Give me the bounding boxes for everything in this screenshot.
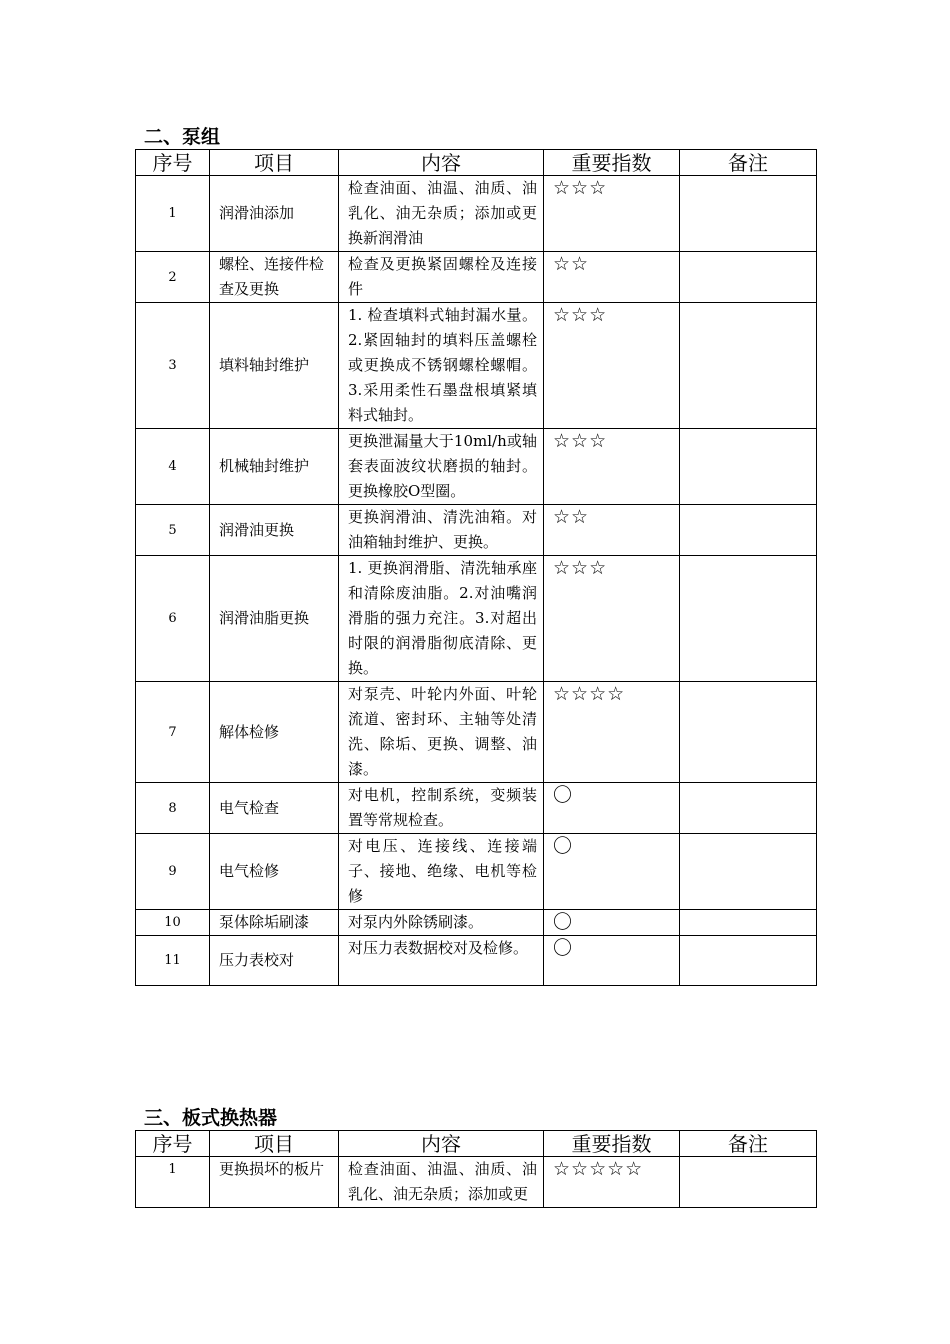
table-row (136, 936, 817, 986)
row-note (680, 834, 817, 910)
section-3-title: 三、板式换热器 (144, 1107, 278, 1129)
row-importance: ☆☆☆☆☆ (544, 1157, 680, 1208)
row-item: 更换损坏的板片 (210, 1157, 339, 1208)
table-row (136, 682, 817, 783)
row-note (680, 505, 817, 556)
header-importance: 重要指数 (544, 1131, 680, 1157)
row-content: 对泵壳、叶轮内外面、叶轮流道、密封环、主轴等处清洗、除垢、更换、调整、油漆。 (339, 682, 544, 783)
header-item: 项目 (210, 150, 339, 176)
header-num: 序号 (136, 150, 210, 176)
row-importance: ☆☆☆ (544, 556, 680, 682)
row-importance: 〇 (544, 910, 680, 936)
row-num: 2 (136, 252, 210, 303)
row-content: 对电压、连接线、连接端子、接地、绝缘、电机等检修 (339, 834, 544, 910)
row-note (680, 682, 817, 783)
row-content: 检查油面、油温、油质、油乳化、油无杂质；添加或更 (339, 1157, 544, 1208)
row-content: 对压力表数据校对及检修。 (339, 936, 544, 986)
row-item: 机械轴封维护 (210, 429, 339, 505)
row-note (680, 303, 817, 429)
row-item: 泵体除垢刷漆 (210, 910, 339, 936)
header-item: 项目 (210, 1131, 339, 1157)
row-content: 1. 检查填料式轴封漏水量。2.紧固轴封的填料压盖螺栓或更换成不锈钢螺栓螺帽。3.采用柔性石墨盘根填紧填料式轴封。 (339, 303, 544, 429)
row-item: 润滑油脂更换 (210, 556, 339, 682)
table-header-row (136, 150, 817, 176)
row-num: 10 (136, 910, 210, 936)
row-num: 1 (136, 176, 210, 252)
row-content: 检查及更换紧固螺栓及连接件 (339, 252, 544, 303)
row-num: 3 (136, 303, 210, 429)
row-content: 1. 更换润滑脂、清洗轴承座和清除废油脂。2.对油嘴润滑脂的强力充注。3.对超出时限的润滑脂彻底清除、更换。 (339, 556, 544, 682)
row-num: 5 (136, 505, 210, 556)
row-note (680, 556, 817, 682)
row-content: 对泵内外除锈刷漆。 (339, 910, 544, 936)
header-content: 内容 (339, 150, 544, 176)
row-content: 更换润滑油、清洗油箱。对油箱轴封维护、更换。 (339, 505, 544, 556)
row-importance: 〇 (544, 936, 680, 986)
row-note (680, 252, 817, 303)
row-num: 8 (136, 783, 210, 834)
row-item: 润滑油更换 (210, 505, 339, 556)
header-note: 备注 (680, 150, 817, 176)
row-importance: 〇 (544, 834, 680, 910)
table-row (136, 1157, 817, 1208)
table-row (136, 556, 817, 682)
row-note (680, 910, 817, 936)
row-importance: ☆☆☆☆ (544, 682, 680, 783)
row-num: 1 (136, 1157, 210, 1208)
row-num: 7 (136, 682, 210, 783)
row-importance: ☆☆☆ (544, 429, 680, 505)
row-importance: ☆☆☆ (544, 303, 680, 429)
row-note (680, 429, 817, 505)
row-num: 4 (136, 429, 210, 505)
section-2-title: 二、泵组 (144, 126, 221, 148)
plate-heat-exchanger-table (135, 1130, 817, 1208)
row-num: 11 (136, 936, 210, 986)
row-importance: 〇 (544, 783, 680, 834)
row-note (680, 176, 817, 252)
row-num: 9 (136, 834, 210, 910)
table-row (136, 252, 817, 303)
table-row (136, 303, 817, 429)
row-item: 填料轴封维护 (210, 303, 339, 429)
table-row (136, 783, 817, 834)
row-note (680, 783, 817, 834)
row-item: 螺栓、连接件检查及更换 (210, 252, 339, 303)
row-item: 压力表校对 (210, 936, 339, 986)
row-item: 电气检查 (210, 783, 339, 834)
header-note: 备注 (680, 1131, 817, 1157)
header-num: 序号 (136, 1131, 210, 1157)
table-row (136, 834, 817, 910)
row-content: 更换泄漏量大于10ml/h或轴套表面波纹状磨损的轴封。更换橡胶O型圈。 (339, 429, 544, 505)
table-row (136, 505, 817, 556)
row-item: 润滑油添加 (210, 176, 339, 252)
row-num: 6 (136, 556, 210, 682)
table-row (136, 910, 817, 936)
header-importance: 重要指数 (544, 150, 680, 176)
row-item: 电气检修 (210, 834, 339, 910)
table-row (136, 176, 817, 252)
row-importance: ☆☆☆ (544, 176, 680, 252)
table-row (136, 429, 817, 505)
pump-maintenance-table (135, 149, 817, 986)
row-note (680, 1157, 817, 1208)
table-header-row (136, 1131, 817, 1157)
row-importance: ☆☆ (544, 505, 680, 556)
row-content: 对电机，控制系统，变频装置等常规检查。 (339, 783, 544, 834)
row-importance: ☆☆ (544, 252, 680, 303)
header-content: 内容 (339, 1131, 544, 1157)
row-note (680, 936, 817, 986)
row-item: 解体检修 (210, 682, 339, 783)
row-content: 检查油面、油温、油质、油乳化、油无杂质；添加或更换新润滑油 (339, 176, 544, 252)
